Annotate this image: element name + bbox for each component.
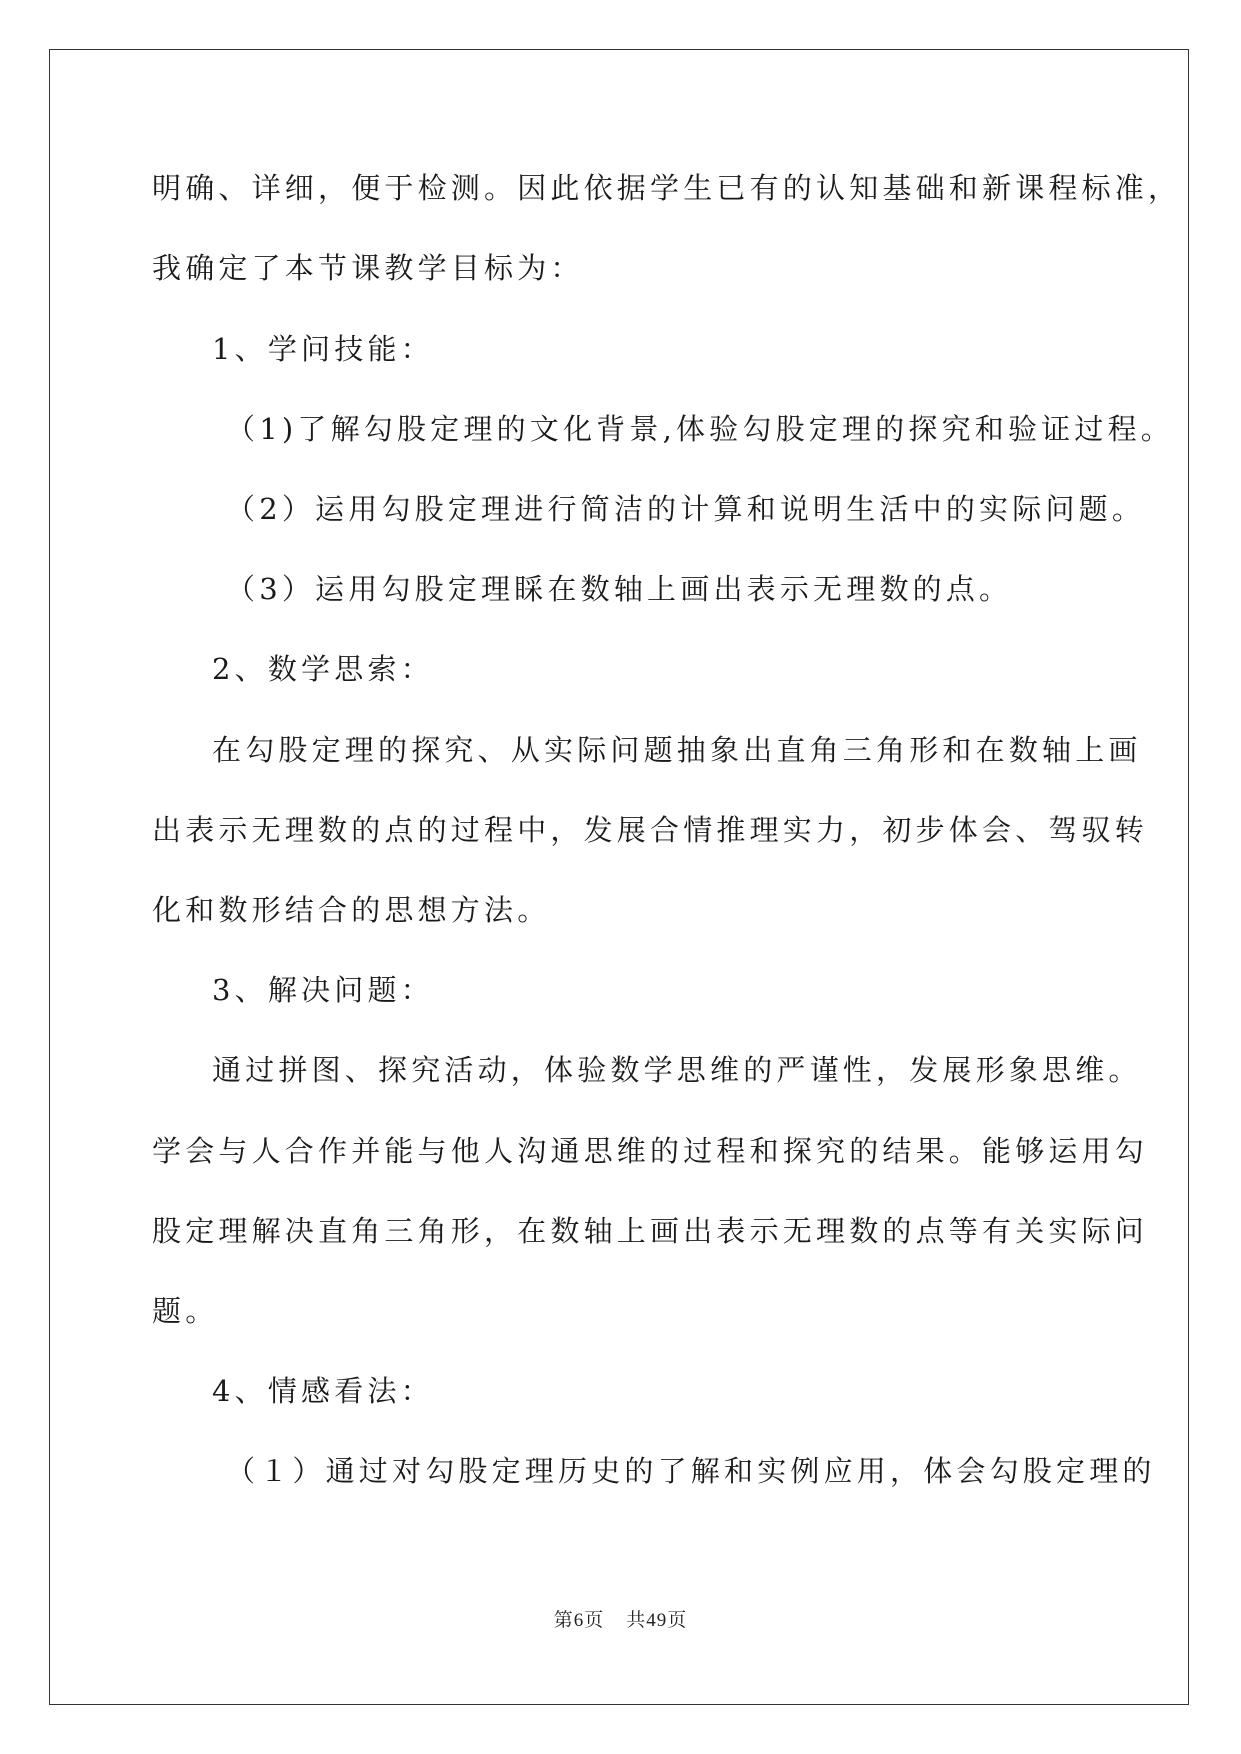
section-heading: 1、学问技能：: [212, 332, 434, 366]
list-item: （3）运用勾股定理睬在数轴上画出表示无理数的点。: [226, 572, 1013, 606]
section-heading: 3、解决问题：: [212, 973, 434, 1007]
body-text-line: 化和数形结合的思想方法。: [152, 893, 551, 927]
page-number: 第6页: [553, 1610, 605, 1631]
body-text-line: 明确、详细，便于检测。因此依据学生已有的认知基础和新课程标准，: [152, 171, 1182, 205]
body-text-line: 学会与人合作并能与他人沟通思维的过程和探究的结果。能够运用勾: [152, 1134, 1149, 1168]
page-total: 共49页: [626, 1610, 688, 1631]
body-text-line: 我确定了本节课教学目标为：: [152, 251, 584, 285]
section-heading: 2、数学思索：: [212, 652, 434, 686]
list-item: （１）通过对勾股定理历史的了解和实例应用，体会勾股定理的: [226, 1454, 1156, 1488]
body-text-line: 题。: [152, 1294, 219, 1328]
list-item: （1)了解勾股定理的文化背景,体验勾股定理的探究和验证过程。: [226, 412, 1174, 446]
body-text-line: 在勾股定理的探究、从实际问题抽象出直角三角形和在数轴上画: [212, 733, 1142, 767]
body-text-line: 股定理解决直角三角形，在数轴上画出表示无理数的点等有关实际问: [152, 1214, 1149, 1248]
page-footer: [0, 1605, 1241, 1632]
body-text-line: 出表示无理数的点的过程中，发展合情推理实力，初步体会、驾驭转: [152, 813, 1149, 847]
list-item: （2）运用勾股定理进行简洁的计算和说明生活中的实际问题。: [226, 492, 1146, 526]
body-text-line: 通过拼图、探究活动，体验数学思维的严谨性，发展形象思维。: [212, 1053, 1142, 1087]
section-heading: 4、情感看法：: [212, 1374, 434, 1408]
